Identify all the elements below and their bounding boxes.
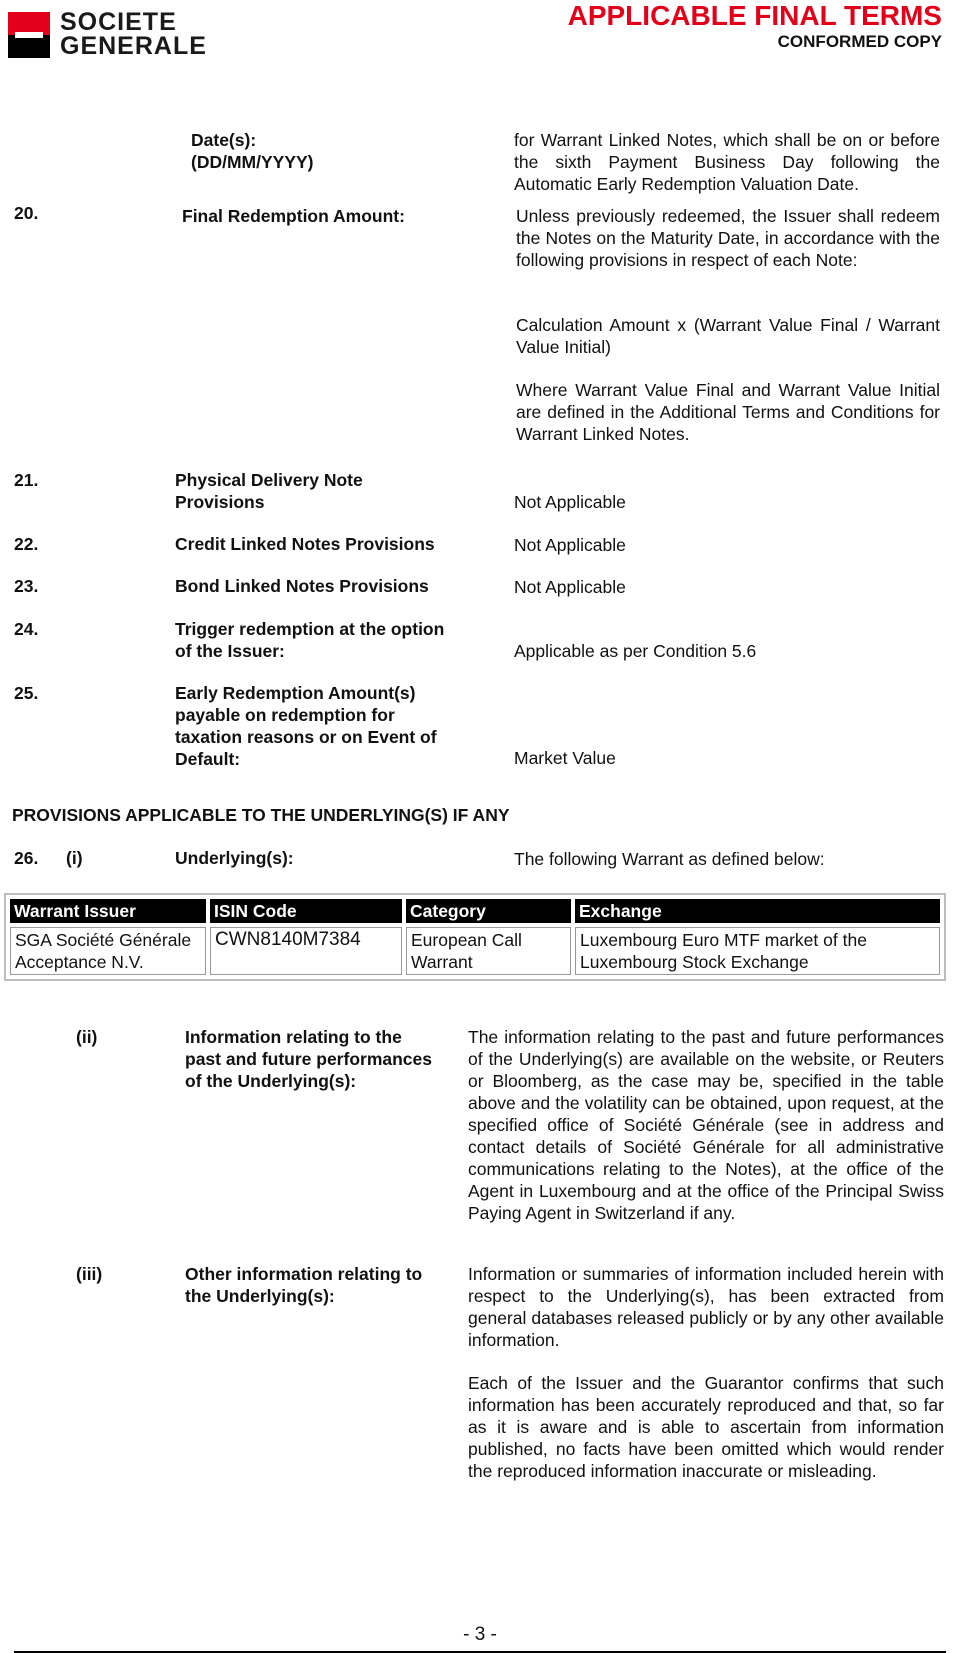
date-value-text: for Warrant Linked Notes, which shall be on or before the sixth Payment Business Day following the Automatic Early Redemption Valuation Date. xyxy=(514,130,940,194)
item-23-label: Bond Linked Notes Provisions xyxy=(175,576,429,596)
item-21-label xyxy=(175,469,465,513)
date-label xyxy=(191,129,431,173)
item-20-para-3: Where Warrant Value Final and Warrant Value Initial are defined in the Additional Terms and Conditions for Warrant Linked Notes. xyxy=(516,380,940,444)
item-26-number: 26. xyxy=(14,848,39,868)
item-23-number: 23. xyxy=(14,576,39,596)
item-25-label-line-1: Early Redemption Amount(s) xyxy=(175,683,416,703)
item-22-number: 22. xyxy=(14,534,39,554)
table-header-cell: ISIN Code xyxy=(210,899,402,923)
item-26-iii-sub: (iii) xyxy=(76,1264,103,1284)
table-cell: SGA Société Générale Acceptance N.V. xyxy=(10,927,206,975)
item-25-value: Market Value xyxy=(514,748,616,768)
table-header-row xyxy=(10,899,940,923)
item-26-ii-label: Information relating to the past and future performances of the Underlying(s): xyxy=(185,1027,432,1091)
table-cell: Luxembourg Euro MTF market of the Luxembourg Stock Exchange xyxy=(575,927,940,975)
logo-line-2: GENERALE xyxy=(60,32,207,60)
item-21-label-line-2: Provisions xyxy=(175,492,265,512)
item-26-ii-text: The information relating to the past and future performances of the Underlying(s) are available on the website, or Reuters or Bloomberg, as the case may be, specified in the table above and the volatility can be obtained, upon request, at the specified office of Société Générale (see in address and contact details of Société Générale for all administrative communications relating to the Notes), at the office of the Agent in Luxembourg and at the office of the Principal Swiss Paying Agent in Switzerland if any. xyxy=(468,1027,944,1223)
logo-wordmark xyxy=(60,10,207,58)
logo-line-1: SOCIETE xyxy=(60,8,177,36)
item-26-iii-para-2: Each of the Issuer and the Guarantor confirms that such information has been accurately reproduced and that, so far as it is aware and is able to ascertain from information published, no facts have been omitted which would render the reproduced information inaccurate or misleading. xyxy=(468,1373,944,1481)
item-25-label-line-4: Default: xyxy=(175,749,241,769)
item-24-value: Applicable as per Condition 5.6 xyxy=(514,641,757,661)
item-24-label xyxy=(175,618,495,662)
item-25-label xyxy=(175,682,495,770)
underlying-table xyxy=(4,893,946,981)
item-20-number: 20. xyxy=(14,203,39,223)
item-21-label-line-1: Physical Delivery Note xyxy=(175,470,363,490)
item-23-value: Not Applicable xyxy=(514,577,626,597)
table-header-cell: Warrant Issuer xyxy=(10,899,206,923)
table-header-cell: Exchange xyxy=(575,899,940,923)
table-cell: European Call Warrant xyxy=(406,927,571,975)
section-heading: PROVISIONS APPLICABLE TO THE UNDERLYING(S) IF ANY xyxy=(12,805,510,825)
item-26-ii-sub: (ii) xyxy=(76,1027,98,1047)
table-row xyxy=(10,927,940,975)
item-20-label: Final Redemption Amount: xyxy=(182,206,405,226)
date-label-line-2: (DD/MM/YYYY) xyxy=(191,152,314,172)
item-26-sub: (i) xyxy=(66,848,83,868)
societe-generale-logo-mark xyxy=(8,12,50,58)
document-subtitle: CONFORMED COPY xyxy=(777,32,942,51)
item-20-para-1: Unless previously redeemed, the Issuer shall redeem the Notes on the Maturity Date, in accordance with the following provisions in respect of each Note: xyxy=(516,206,940,270)
item-20-para-2: Calculation Amount x (Warrant Value Final / Warrant Value Initial) xyxy=(516,315,940,357)
item-24-label-line-1: Trigger redemption at the option xyxy=(175,619,445,639)
item-25-label-line-3: taxation reasons or on Event of xyxy=(175,727,437,747)
date-label-line-1: Date(s): xyxy=(191,130,257,150)
item-22-value: Not Applicable xyxy=(514,535,626,555)
item-26-label: Underlying(s): xyxy=(175,848,294,868)
item-25-label-line-2: payable on redemption for xyxy=(175,705,395,725)
item-21-number: 21. xyxy=(14,470,39,490)
document-title: APPLICABLE FINAL TERMS xyxy=(567,0,942,31)
item-25-number: 25. xyxy=(14,683,39,703)
item-22-label: Credit Linked Notes Provisions xyxy=(175,534,435,554)
table-header-cell: Category xyxy=(406,899,571,923)
item-26-iii-para-1: Information or summaries of information included herein with respect to the Underlying(s), has been extracted from general databases released publicly or by any other available information. xyxy=(468,1264,944,1350)
item-24-number: 24. xyxy=(14,619,39,639)
table-cell: CWN8140M7384 xyxy=(210,927,402,975)
item-26-value: The following Warrant as defined below: xyxy=(514,849,825,869)
item-24-label-line-2: of the Issuer: xyxy=(175,641,285,661)
page-number: - 3 - xyxy=(463,1624,497,1645)
item-21-value: Not Applicable xyxy=(514,492,626,512)
item-26-iii-label: Other information relating to the Underlying(s): xyxy=(185,1264,423,1306)
